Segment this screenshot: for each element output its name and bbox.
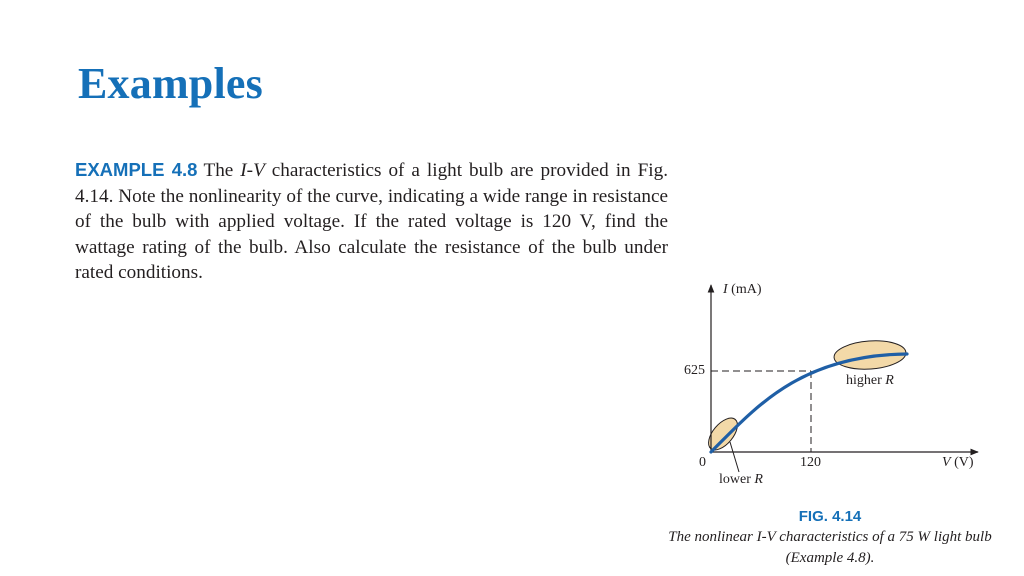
- y-tick-label: 625: [684, 363, 705, 378]
- x-axis-unit: (V): [950, 455, 974, 470]
- origin-label: 0: [699, 455, 706, 470]
- figure-caption-label: FIG. 4.14: [798, 508, 862, 525]
- iv-graph: [660, 280, 1000, 480]
- example-part: -: [246, 160, 254, 181]
- figure-caption: [660, 508, 1000, 569]
- lower-r-label: [719, 472, 763, 488]
- lower-r-symbol: R: [754, 472, 763, 487]
- iv-figure: [660, 280, 1000, 487]
- y-axis-unit: (mA): [727, 282, 762, 297]
- example-part: characteristics of a light bulb are provided in Fig. 4.14. Note the nonlinearity of the curve, indicating a wide range in resistance of the bulb with applied voltage. If the rated voltage is 120 V, find the wattage rating of the bulb. Also calculate the resistance of the bulb under rated conditions.: [75, 160, 668, 283]
- higher-r-symbol: R: [885, 373, 894, 388]
- example-part: I: [240, 160, 247, 181]
- y-axis-symbol: I: [723, 282, 728, 297]
- x-axis-label: [942, 455, 974, 471]
- lower-r-region: [703, 413, 743, 455]
- example-problem: [75, 157, 668, 286]
- slide-title: Examples: [78, 59, 263, 108]
- lower-r-text: lower: [719, 472, 755, 487]
- higher-r-label: [846, 373, 894, 389]
- example-label: EXAMPLE 4.8: [75, 159, 198, 180]
- example-part: V: [253, 160, 265, 181]
- higher-r-text: higher: [846, 373, 886, 388]
- example-part: The: [203, 160, 241, 181]
- x-axis-symbol: V: [942, 455, 951, 470]
- figure-caption-text: The nonlinear I-V characteristics of a 75 W light bulb (Example 4.8).: [668, 529, 992, 566]
- y-axis-label: [723, 282, 762, 298]
- x-tick-label: 120: [800, 455, 821, 470]
- lower-r-leader: [730, 442, 739, 472]
